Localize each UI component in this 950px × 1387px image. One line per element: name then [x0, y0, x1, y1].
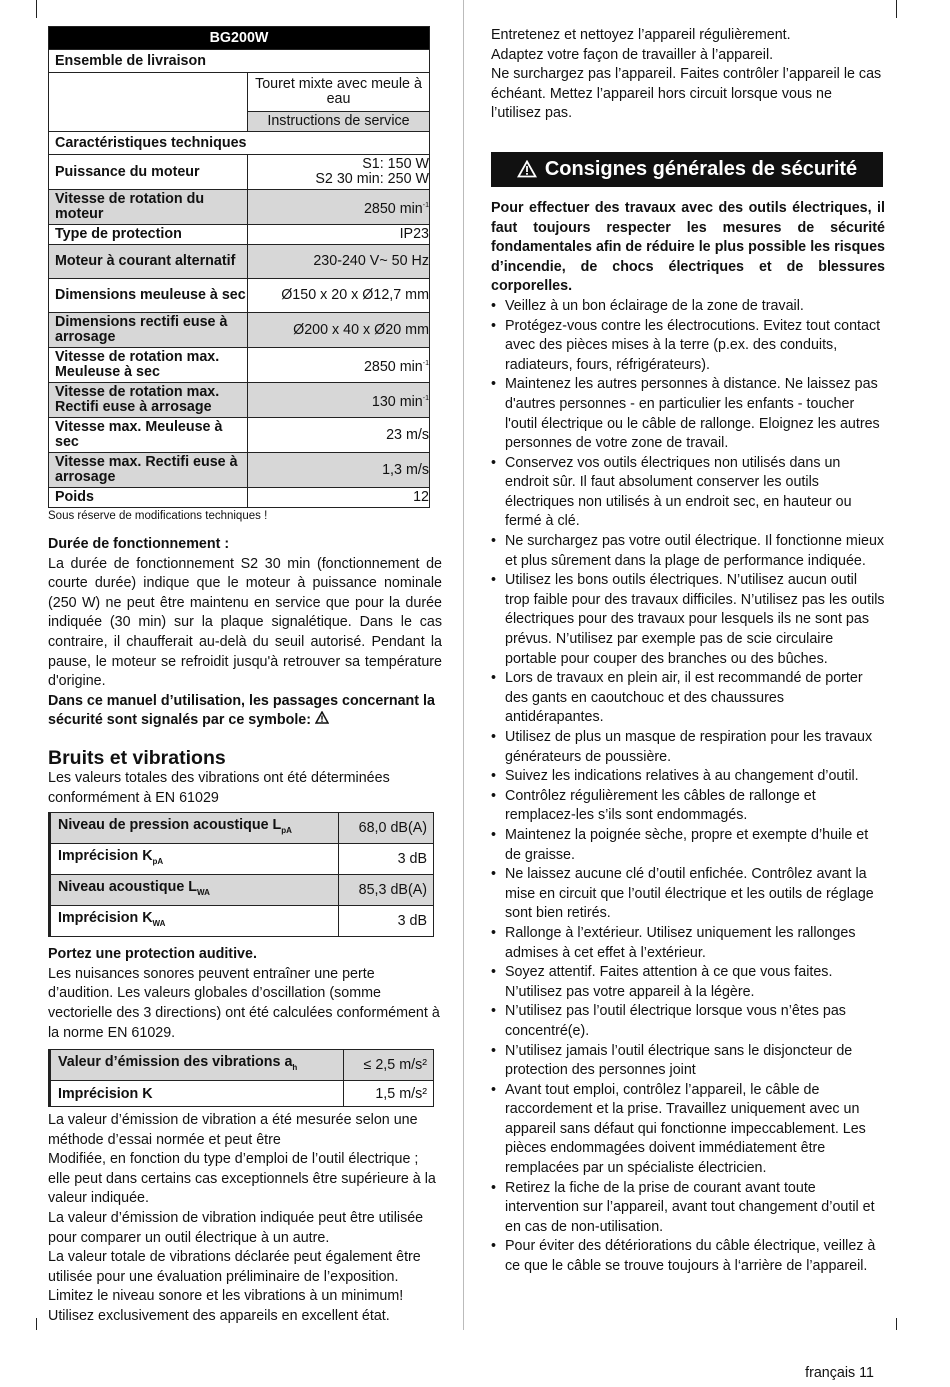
duty-text: La durée de fonctionnement S2 30 min (fonctionnement de courte durée) indique que le moteur à puissance nominale (250 W) ne peut être maintenu en service que pour la durée indiquée (30 min) sur la plaque signalétique. Dans le cas contraire, il chaufferait au-delà du seuil autorisé. Pendant la pause, le moteur se refroidit jusqu'à retrouver sa température d'origine. — [48, 555, 442, 690]
spec-value-text: IP23 — [399, 226, 429, 242]
delivery-item: Instructions de service — [248, 112, 430, 132]
spec-value-text: Ø150 x 20 x Ø12,7 mm — [281, 287, 429, 303]
spec-value — [248, 383, 430, 418]
spec-value-exponent: -1 — [422, 394, 429, 402]
model-title: BG200W — [49, 27, 430, 50]
measure-row — [50, 844, 434, 875]
spec-row — [49, 190, 430, 225]
measure-label-subscript: pA — [152, 857, 164, 867]
spec-value — [248, 418, 430, 453]
spec-row — [49, 313, 430, 348]
spec-value — [248, 225, 430, 245]
intro-line: Entretenez et nettoyez l’appareil régulièrement. — [491, 27, 791, 43]
warning-title: Consignes générales de sécurité — [544, 157, 858, 180]
spec-value-exponent: -1 — [422, 201, 429, 209]
spec-row — [49, 488, 430, 508]
spec-value — [248, 155, 430, 190]
spec-row — [49, 245, 430, 279]
noise-table — [48, 812, 434, 937]
measure-label — [50, 1050, 344, 1081]
safety-bullet: • Lors de travaux en plein air, il est recommandé de porter des gants en caoutchouc et des chaussures antidérapantes. — [491, 669, 885, 728]
measure-value: 3 dB — [338, 844, 433, 875]
measure-value: 1,5 m/s² — [344, 1081, 434, 1107]
closing-paragraph: Limitez le niveau sonore et les vibrations à un minimum! — [48, 1288, 404, 1305]
protection-text: Les nuisances sonores peuvent entraîner une perte d’audition. Les valeurs globales d’oscillation (somme vectorielle des 3 directions) ont été calculées conformément à la norme EN 61029. — [48, 965, 440, 1041]
measure-value: 68,0 dB(A) — [338, 813, 433, 844]
closing-paragraph: Utilisez exclusivement des appareils en excellent état. — [48, 1308, 390, 1325]
spec-value-text: 12 — [413, 489, 429, 505]
measure-label-text: Niveau acoustique L — [58, 879, 198, 896]
spec-row — [49, 279, 430, 313]
measure-row — [50, 1050, 434, 1081]
closing-paragraph: La valeur d’émission de vibration a été mesurée selon une méthode d’essai normée et peut être — [48, 1112, 418, 1148]
maintenance-intro — [491, 26, 885, 124]
safety-bullet: • Ne laissez aucune clé d’outil enfichée. Contrôlez avant la mise en circuit que l’outil électrique et les outils de réglage sont bien retirés. — [491, 865, 885, 924]
duty-heading: Durée de fonctionnement : — [48, 536, 230, 552]
spec-value-text: Ø200 x 40 x Ø20 mm — [293, 321, 429, 338]
safety-warning-banner — [491, 152, 883, 187]
measure-label-subscript: h — [292, 1063, 298, 1073]
safety-bullet: • Maintenez les autres personnes à distance. Ne laissez pas d'autres personnes - en particulier les enfants - toucher l'outil électrique ou le câble de rallonge. Eloignez les autres personnes de votre zone de travail. — [491, 375, 885, 453]
spec-value — [248, 348, 430, 383]
spec-label: Vitesse max. Rectifi euse à arrosage — [49, 453, 248, 488]
measure-label-text: Imprécision K — [58, 1085, 153, 1102]
spec-value — [248, 488, 430, 508]
spec-label: Vitesse de rotation max. Rectifi euse à arrosage — [49, 383, 248, 418]
right-column — [491, 26, 885, 1277]
closing-paragraph: La valeur d’émission de vibration indiquée peut être utilisée pour comparer un outil électrique à un autre. — [48, 1210, 424, 1246]
spec-value-text: 23 m/s — [386, 426, 429, 443]
spec-label: Dimensions rectifi euse à arrosage — [49, 313, 248, 348]
spec-label: Vitesse de rotation max. Meuleuse à sec — [49, 348, 248, 383]
safety-lead: Pour effectuer des travaux avec des outils électriques, il faut toujours respecter les mesures de sécurité fondamentales afin de réduire le plus possible les risques d’incendie, de chocs électriques et de blessures corporelles. — [491, 199, 885, 295]
spec-value-exponent: -1 — [422, 359, 429, 367]
measure-value: ≤ 2,5 m/s² — [344, 1050, 434, 1081]
spec-row — [49, 348, 430, 383]
measure-label-text: Imprécision K — [58, 910, 153, 927]
safety-note — [48, 692, 442, 731]
spec-value-text: 130 min — [371, 393, 423, 410]
safety-bullet: • N’utilisez jamais l’outil électrique sans le disjoncteur de protection des personnes joint — [491, 1042, 885, 1081]
spec-label: Vitesse max. Meuleuse à sec — [49, 418, 248, 453]
crop-mark — [36, 0, 37, 18]
measure-label-subscript: WA — [197, 888, 210, 898]
tech-heading: Caractéristiques techniques — [49, 132, 430, 155]
warning-triangle-icon — [315, 711, 329, 724]
measure-value: 85,3 dB(A) — [338, 875, 433, 906]
closing-paragraph: La valeur totale de vibrations déclarée peut également être utilisée pour une évaluation préliminaire de l’exposition. — [48, 1249, 421, 1285]
spec-label: Poids — [49, 488, 248, 508]
measure-row — [50, 813, 434, 844]
delivery-item: Touret mixte avec meule à eau — [248, 73, 430, 112]
spec-value-text: 230-240 V~ 50 Hz — [313, 253, 429, 269]
spec-value — [248, 313, 430, 348]
safety-bullet: • Utilisez les bons outils électriques. N’utilisez aucun outil trop faible pour des travaux difficiles. N’utilisez pas les outils électriques pour des travaux pour lesquels ils ne sont pas prévus. N’utilisez par exemple pas de scie circulaire portable pour couper des branches ou des bûches. — [491, 571, 885, 669]
safety-note-text: Dans ce manuel d’utilisation, les passages concernant la sécurité sont signalés par ce symbole: — [48, 692, 435, 729]
noise-intro: Les valeurs totales des vibrations ont été déterminées conformément à EN 61029 — [48, 769, 390, 806]
spec-value-text: S1: 150 W S2 30 min: 250 W — [315, 156, 429, 187]
spec-row — [49, 155, 430, 190]
spec-note: Sous réserve de modifications techniques ! — [48, 510, 268, 522]
measure-label — [50, 875, 339, 906]
safety-bullet: • Rallonge à l’extérieur. Utilisez uniquement les rallonges admises à cet effet à l’extérieur. — [491, 924, 885, 963]
safety-bullet: • Protégez-vous contre les électrocutions. Evitez tout contact avec des pièces mises à la terre (p.ex. des conduits, radiateurs, fours, réfrigérateurs). — [491, 317, 885, 376]
spec-row — [49, 383, 430, 418]
vibration-table — [48, 1049, 434, 1107]
safety-bullet: • Conservez vos outils électriques non utilisés dans un endroit sûr. Il faut absolument conserver les outils électriques non utilisés à un endroit sec, en hauteur ou fermé à clé. — [491, 454, 885, 532]
crop-mark — [896, 1318, 897, 1330]
measure-label-text: Imprécision K — [58, 848, 153, 865]
crop-mark — [896, 0, 897, 18]
safety-bullet: • Avant tout emploi, contrôlez l’appareil, le câble de raccordement et la prise. Travaillez uniquement avec un appareil sans défaut qui fonctionne impeccablement. Les pièces endommagées doivent immédiatement être remplacées par un spécialiste électricien. — [491, 1081, 885, 1179]
measure-row — [50, 875, 434, 906]
measure-row — [50, 1081, 434, 1107]
spec-value — [248, 190, 430, 225]
safety-bullet: • Maintenez la poignée sèche, propre et exempte d’huile et de graisse. — [491, 826, 885, 865]
measure-label — [50, 906, 339, 937]
intro-line: Ne surchargez pas l’appareil. Faites contrôler l’appareil le cas échéant. Mettez l’appareil hors circuit lorsque vous ne l’utilisez pas. — [491, 66, 882, 122]
spec-row — [49, 418, 430, 453]
spec-label: Dimensions meuleuse à sec — [49, 279, 248, 313]
vibration-closing — [48, 1111, 442, 1327]
spec-label: Vitesse de rotation du moteur — [49, 190, 248, 225]
measure-label — [50, 844, 339, 875]
spec-table — [48, 26, 430, 508]
column-divider — [463, 0, 464, 1330]
spec-value — [248, 245, 430, 279]
safety-bullet: • Soyez attentif. Faites attention à ce que vous faites. N’utilisez pas votre appareil à la légère. — [491, 963, 885, 1002]
empty-cell — [49, 73, 248, 132]
spec-row — [49, 453, 430, 488]
safety-bullet: • Suivez les indications relatives à au changement d’outil. — [491, 767, 885, 787]
delivery-heading: Ensemble de livraison — [49, 50, 430, 73]
spec-value-text: 1,3 m/s — [382, 461, 429, 478]
noise-heading: Bruits et vibrations — [48, 746, 226, 769]
safety-bullet: • N’utilisez pas l’outil électrique lorsque vous n’êtes pas concentré(e). — [491, 1002, 885, 1041]
safety-bullet: • Veillez à un bon éclairage de la zone de travail. — [491, 297, 885, 317]
safety-bullet: • Utilisez de plus un masque de respiration pour les travaux générateurs de poussière. — [491, 728, 885, 767]
measure-label — [50, 813, 339, 844]
measure-label-text: Niveau de pression acoustique L — [58, 817, 282, 834]
safety-bullet: • Retirez la fiche de la prise de courant avant toute intervention sur l’appareil, avant tout changement d’outil et en cas de non-utilisation. — [491, 1179, 885, 1238]
spec-row — [49, 225, 430, 245]
protection-heading: Portez une protection auditive. — [48, 946, 257, 963]
spec-label: Moteur à courant alternatif — [49, 245, 248, 279]
measure-label-text: Valeur d’émission des vibrations a — [58, 1054, 293, 1071]
spec-value — [248, 279, 430, 313]
measure-label-subscript: WA — [152, 919, 166, 929]
measure-value: 3 dB — [338, 906, 433, 937]
spec-value — [248, 453, 430, 488]
measure-label-subscript: pA — [281, 826, 292, 836]
spec-value-text: 2850 min — [363, 200, 423, 217]
crop-mark — [36, 1318, 37, 1330]
closing-paragraph: Modifiée, en fonction du type d’emploi de l’outil électrique ; elle peut dans certains cas exceptionnels être supérieure à la valeur indiquée. — [48, 1151, 436, 1207]
safety-bullet: • Ne surchargez pas votre outil électrique. Il fonctionne mieux et plus sûrement dans la plage de performance indiquée. — [491, 532, 885, 571]
safety-bullet: • Pour éviter des détériorations du câble électrique, veillez à ce que le câble se trouve toujours à l‘arrière de l’appareil. — [491, 1237, 885, 1276]
warning-triangle-icon — [517, 160, 537, 178]
intro-line: Adaptez votre façon de travailler à l’appareil. — [491, 46, 774, 63]
spec-label: Type de protection — [49, 225, 248, 245]
safety-list — [491, 297, 885, 1277]
page-footer: français 11 — [805, 1365, 874, 1381]
spec-value-text: 2850 min — [363, 358, 423, 375]
left-column — [48, 26, 442, 1327]
measure-label — [50, 1081, 344, 1107]
measure-row — [50, 906, 434, 937]
safety-bullet: • Contrôlez régulièrement les câbles de rallonge et remplacez-les s’ils sont endommagés. — [491, 787, 885, 826]
spec-label: Puissance du moteur — [49, 155, 248, 190]
